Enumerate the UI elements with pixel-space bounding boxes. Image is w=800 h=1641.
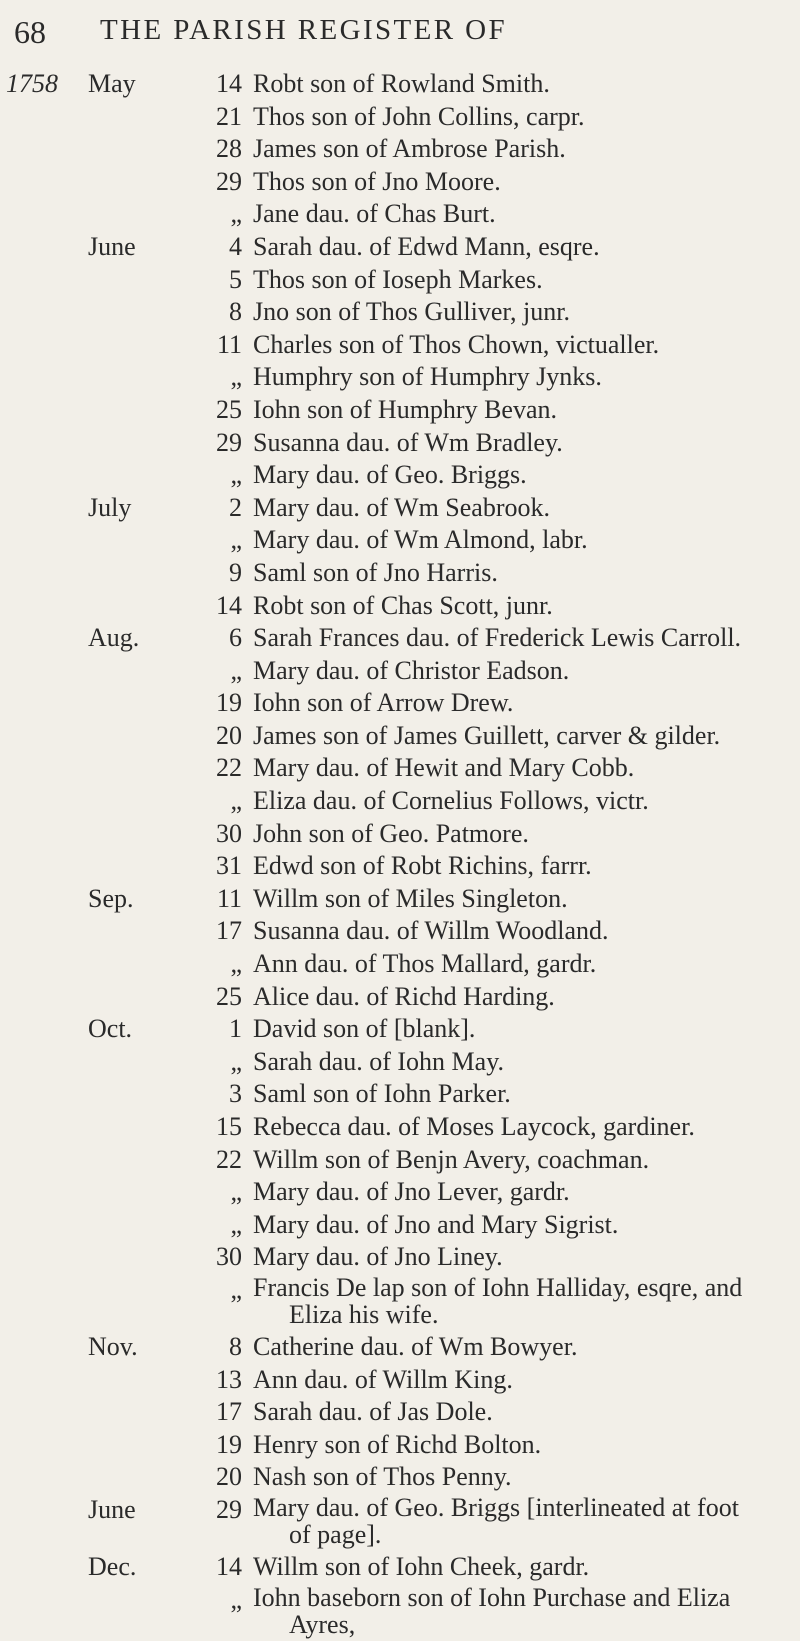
- entry-text: [253, 329, 659, 361]
- register-entry: [0, 427, 800, 460]
- entry-day: 25: [216, 981, 242, 1011]
- entry-text-line: Mary dau. of Christor Eadson.: [253, 655, 570, 685]
- entry-text-line: Francis De lap son of Iohn Halliday, esqre, and: [253, 1272, 743, 1302]
- register-entry: [0, 329, 800, 362]
- entry-month: June: [88, 231, 136, 261]
- entry-text-line: Jane dau. of Chas Burt.: [253, 199, 496, 229]
- entry-day: 13: [216, 1364, 242, 1394]
- entry-text: [253, 166, 501, 198]
- entry-text: [253, 1396, 493, 1428]
- entry-text: [253, 752, 634, 784]
- entry-day: 8: [229, 1331, 242, 1361]
- entry-text: [253, 948, 596, 980]
- entry-text: [253, 1551, 589, 1583]
- entry-text-line: Mary dau. of Wm Almond, labr.: [253, 525, 588, 555]
- entry-day: 31: [216, 851, 242, 881]
- entry-text-line: Willm son of Iohn Cheek, gardr.: [253, 1551, 590, 1581]
- entry-day: 20: [216, 1462, 242, 1492]
- entry-text-line: Mary dau. of Geo. Briggs.: [253, 460, 527, 490]
- entry-text: [253, 1176, 570, 1208]
- entry-text: [253, 850, 592, 882]
- entry-day: 6: [229, 623, 242, 653]
- entry-day: „: [230, 1046, 242, 1076]
- entry-text-line: Susanna dau. of Wm Bradley.: [253, 427, 563, 457]
- entry-text: [253, 492, 550, 524]
- page-header: [0, 6, 800, 56]
- entry-day: 25: [216, 394, 242, 424]
- entry-text-line: John son of Geo. Patmore.: [253, 818, 529, 848]
- entry-day: „: [230, 786, 242, 816]
- page-number: 68: [14, 14, 46, 50]
- entry-day: 28: [216, 134, 242, 164]
- entry-text: [253, 1013, 475, 1045]
- entry-text-line: Willm son of Benjn Avery, coachman.: [253, 1144, 650, 1174]
- entry-day: 11: [216, 883, 242, 913]
- entry-text-line: Sarah dau. of Jas Dole.: [253, 1397, 493, 1427]
- entry-text-line: Robt son of Chas Scott, junr.: [253, 590, 553, 620]
- entry-text: [253, 427, 563, 459]
- entry-text-line: James son of Ambrose Parish.: [253, 134, 566, 164]
- entry-day: 17: [216, 1397, 242, 1427]
- entry-day: „: [230, 949, 242, 979]
- entry-day: 19: [216, 688, 242, 718]
- entry-text: [253, 1046, 504, 1078]
- entry-text-line: Sarah dau. of Edwd Mann, esqre.: [253, 231, 600, 261]
- register-entry: [0, 1274, 800, 1331]
- entry-day: 20: [216, 720, 242, 750]
- entry-text: [253, 1144, 649, 1176]
- entry-text-line: Mary dau. of Jno and Mary Sigrist.: [253, 1209, 619, 1239]
- register-entry: [0, 524, 800, 557]
- register-entry: [0, 1078, 800, 1111]
- register-entry: [0, 655, 800, 688]
- entry-day: 30: [216, 1242, 242, 1272]
- register-entry: [0, 296, 800, 329]
- entry-day: 14: [216, 69, 242, 98]
- entry-day: 9: [229, 557, 242, 587]
- entry-day: 2: [229, 492, 242, 522]
- entry-text-line: Saml son of Jno Harris.: [253, 557, 498, 587]
- entry-text-line: Mary dau. of Hewit and Mary Cobb.: [253, 753, 635, 783]
- entry-day: 1: [229, 1014, 242, 1044]
- entry-day: „: [230, 1209, 242, 1239]
- entry-text: [253, 459, 527, 491]
- entry-text: [253, 1241, 503, 1273]
- entry-day: 14: [216, 1551, 242, 1581]
- entry-day: 29: [216, 427, 242, 457]
- register-entry: [0, 1111, 800, 1144]
- entry-text: [253, 264, 543, 296]
- entry-day: 4: [229, 231, 242, 261]
- entry-text-line: Sarah dau. of Iohn May.: [253, 1046, 505, 1076]
- register-entry: [0, 1551, 800, 1584]
- entry-month: July: [88, 492, 132, 522]
- entry-day: „: [230, 655, 242, 685]
- entry-text-line: James son of James Guillett, carver & gilder.: [253, 720, 721, 750]
- entry-text: [253, 394, 557, 426]
- entry-day: 21: [216, 101, 242, 131]
- register-entry: [0, 818, 800, 851]
- register-entry: [0, 166, 800, 199]
- entry-text-line: Mary dau. of Wm Seabrook.: [253, 492, 551, 522]
- register-entry: [0, 1176, 800, 1209]
- entry-day: „: [230, 1584, 242, 1614]
- entry-text: [253, 1429, 541, 1461]
- entry-text: [253, 1494, 800, 1548]
- entry-month: May: [88, 69, 136, 98]
- entry-text-line: Jno son of Thos Gulliver, junr.: [253, 297, 570, 327]
- register-entry: [0, 198, 800, 231]
- register-entry: [0, 1396, 800, 1429]
- entry-text: [253, 1584, 800, 1638]
- register-entry: [0, 622, 800, 655]
- register-entry: [0, 915, 800, 948]
- entry-text-line: Humphry son of Humphry Jynks.: [253, 362, 602, 392]
- entry-text: [253, 524, 588, 556]
- entry-text: [253, 361, 602, 393]
- entry-text: [253, 1274, 800, 1328]
- register-entry: [0, 361, 800, 394]
- entry-day: „: [230, 199, 242, 229]
- register-entry: [0, 883, 800, 916]
- entry-month: Oct.: [88, 1014, 133, 1044]
- entry-day: 22: [216, 753, 242, 783]
- register-entry: [0, 459, 800, 492]
- entry-text: [253, 655, 569, 687]
- entry-day: „: [230, 460, 242, 490]
- entry-text-line: Mary dau. of Geo. Briggs [interlineated at foot: [253, 1492, 739, 1522]
- entry-text: [253, 198, 496, 230]
- entry-text-line: Rebecca dau. of Moses Laycock, gardiner.: [253, 1112, 695, 1141]
- register-entry: [0, 1013, 800, 1046]
- entry-day: 3: [229, 1079, 242, 1109]
- register-entry: [0, 1209, 800, 1242]
- entry-day: 22: [216, 1144, 242, 1174]
- entry-day: 29: [216, 166, 242, 196]
- entry-text-line: Charles son of Thos Chown, victualler.: [253, 329, 660, 359]
- entry-text-line: Willm son of Miles Singleton.: [253, 883, 568, 913]
- register-entry: [0, 1429, 800, 1462]
- entry-text-line: Thos son of Ioseph Markes.: [253, 264, 543, 294]
- entry-day: 8: [229, 297, 242, 327]
- entry-text-line: Thos son of John Collins, carpr.: [253, 101, 585, 131]
- register-entry: [0, 1364, 800, 1397]
- entry-text: [253, 1111, 695, 1143]
- entry-text-continuation: of page].: [289, 1519, 382, 1549]
- register-entry: [0, 590, 800, 623]
- entry-day: 17: [216, 916, 242, 946]
- entry-text-line: Eliza dau. of Cornelius Follows, victr.: [253, 786, 649, 816]
- entry-month: Sep.: [88, 883, 134, 913]
- entry-text-line: Mary dau. of Jno Lever, gardr.: [253, 1177, 570, 1207]
- entry-day: 29: [216, 1494, 242, 1524]
- register-entry: [0, 687, 800, 720]
- running-head: THE PARISH REGISTER OF: [100, 14, 508, 46]
- register-entry: [0, 948, 800, 981]
- entry-text-line: Thos son of Jno Moore.: [253, 166, 501, 196]
- entry-day: „: [230, 525, 242, 555]
- register-entry: [0, 850, 800, 883]
- entry-text-continuation: Eliza his wife.: [289, 1299, 439, 1329]
- register-entry: [0, 1331, 800, 1364]
- entry-text-continuation: Ayres,: [289, 1609, 356, 1639]
- entry-day: 19: [216, 1429, 242, 1459]
- register-entry: [0, 1461, 800, 1494]
- register-entry: [0, 557, 800, 590]
- register-entry: [0, 981, 800, 1014]
- register-entry: [0, 133, 800, 166]
- register-entry: [0, 752, 800, 785]
- entry-text-line: Ann dau. of Thos Mallard, gardr.: [253, 949, 597, 979]
- entry-text-line: Susanna dau. of Willm Woodland.: [253, 916, 609, 946]
- entry-text-line: Alice dau. of Richd Harding.: [253, 981, 555, 1011]
- register-entry: [0, 231, 800, 264]
- register-entry: [0, 1046, 800, 1079]
- entry-text: [253, 68, 550, 100]
- entry-day: 5: [229, 264, 242, 294]
- entry-text-line: Iohn son of Humphry Bevan.: [253, 394, 558, 424]
- register-entry: [0, 785, 800, 818]
- entry-text-line: Sarah Frances dau. of Frederick Lewis Carroll.: [253, 623, 742, 653]
- register-entry: [0, 1584, 800, 1641]
- entry-text: [253, 687, 513, 719]
- entry-text-line: Mary dau. of Jno Liney.: [253, 1242, 503, 1272]
- entry-text: [253, 133, 566, 165]
- entry-text-line: Catherine dau. of Wm Bowyer.: [253, 1331, 578, 1361]
- register-entry: [0, 101, 800, 134]
- register-entry: [0, 492, 800, 525]
- entry-text-line: David son of [blank].: [253, 1014, 476, 1044]
- entry-text: [253, 101, 585, 133]
- entry-text: [253, 981, 555, 1013]
- entry-month: Dec.: [88, 1551, 137, 1581]
- entry-text: [253, 590, 553, 622]
- entry-text-line: Robt son of Rowland Smith.: [253, 69, 550, 98]
- entry-text-line: Nash son of Thos Penny.: [253, 1462, 512, 1492]
- register-entry: [0, 1494, 800, 1551]
- entry-year: 1758: [6, 69, 58, 98]
- entry-month: Nov.: [88, 1331, 138, 1361]
- entry-text-line: Iohn son of Arrow Drew.: [253, 688, 514, 718]
- entry-month: June: [88, 1494, 136, 1524]
- entry-month: Aug.: [88, 623, 140, 653]
- entry-text: [253, 296, 570, 328]
- entry-text-line: Henry son of Richd Bolton.: [253, 1429, 542, 1459]
- entry-text: [253, 1331, 577, 1363]
- entry-text: [253, 883, 568, 915]
- entry-day: 30: [216, 818, 242, 848]
- entry-text: [253, 622, 741, 654]
- register-entry: [0, 1144, 800, 1177]
- register-entry: [0, 264, 800, 297]
- entry-day: „: [230, 1177, 242, 1207]
- entry-text: [253, 557, 498, 589]
- entry-text-line: Edwd son of Robt Richins, farrr.: [253, 851, 592, 881]
- entry-text: [253, 1209, 618, 1241]
- register-entry: [0, 720, 800, 753]
- entry-text: [253, 818, 529, 850]
- entry-day: „: [230, 1274, 242, 1304]
- register-entry: [0, 394, 800, 427]
- entry-text: [253, 720, 720, 752]
- register-entries: [0, 68, 800, 1641]
- entry-day: 14: [216, 590, 242, 620]
- entry-day: 15: [216, 1112, 242, 1141]
- entry-text-line: Saml son of Iohn Parker.: [253, 1079, 511, 1109]
- entry-text-line: Ann dau. of Willm King.: [253, 1364, 513, 1394]
- entry-text: [253, 785, 649, 817]
- entry-day: „: [230, 362, 242, 392]
- entry-text-line: Iohn baseborn son of Iohn Purchase and Eliza: [253, 1582, 731, 1612]
- register-entry: [0, 68, 800, 101]
- entry-text: [253, 231, 600, 263]
- register-entry: [0, 1241, 800, 1274]
- entry-day: 11: [216, 329, 242, 359]
- entry-text: [253, 915, 609, 947]
- entry-text: [253, 1078, 511, 1110]
- entry-text: [253, 1461, 512, 1493]
